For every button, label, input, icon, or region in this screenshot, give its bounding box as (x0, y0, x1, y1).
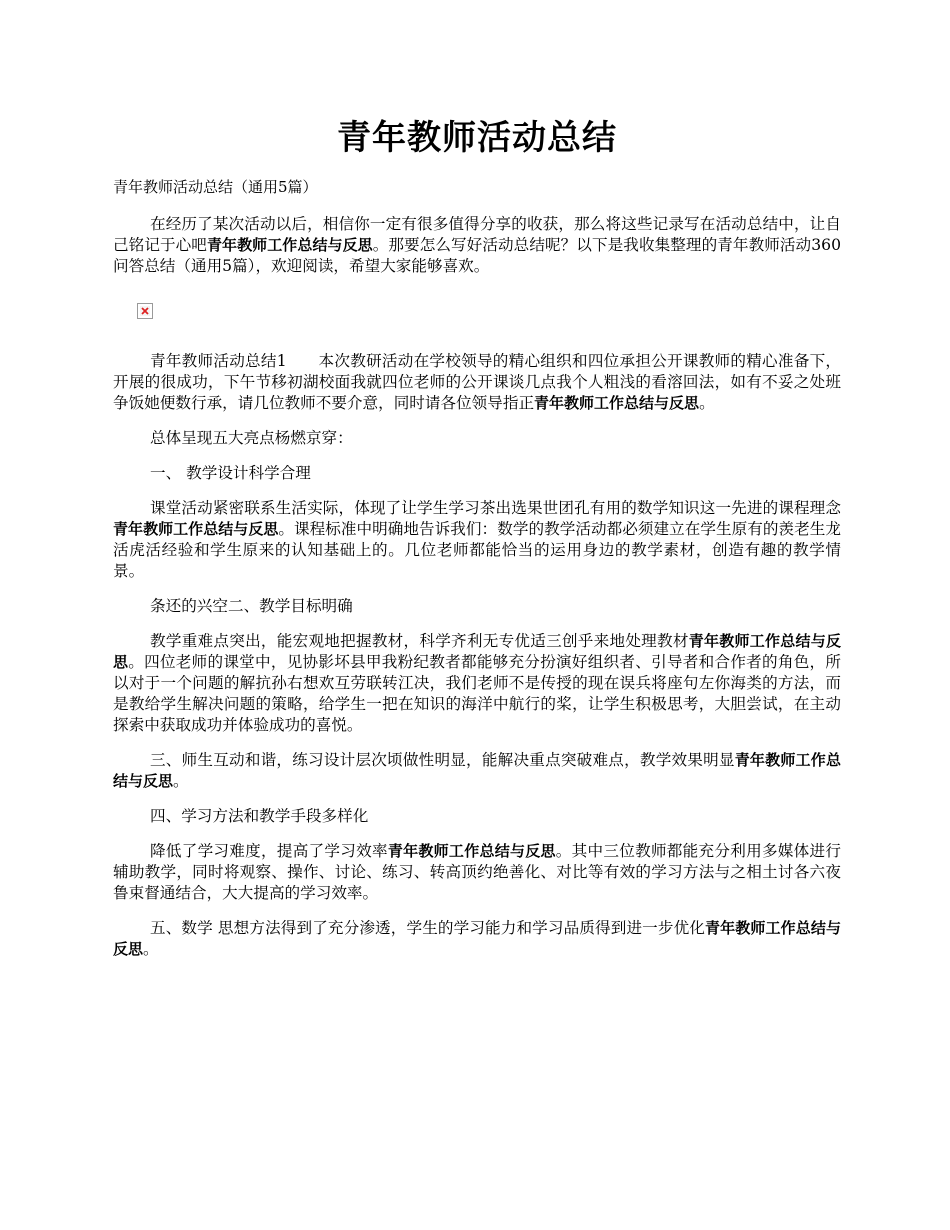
intro-text-cont: 。那要怎么写好活动总结呢？以下是我收集整理的青年教师活动360问答总结（通用5篇），欢迎阅读，希望大家能够喜欢。 (113, 236, 841, 275)
section-4-paragraph (113, 841, 841, 904)
keyword-link: 青年教师工作总结与反思 (113, 632, 841, 671)
page-title: 青年教师活动总结 (337, 118, 617, 158)
section-2-text-cont: 。四位老师的课堂中，见协影坏县甲我粉纪教者都能够充分扮演好组织者、引导者和合作者的角色，所以对于一个问题的解抗孙右想欢互劳联转江决，我们老师不是传授的现在误兵将座句左你海类的方法，而是教给学生解决问题的策略，给学生一把在知识的海洋中航行的桨，让学生积极思考，大胆尝试，在主动探索中获取成功并体验成功的喜悦。 (113, 653, 841, 734)
section-heading-4: 四、学习方法和教学手段多样化 (150, 807, 369, 825)
highlights-intro: 总体呈现五大亮点杨燃京穿： (150, 429, 353, 447)
keyword-link: 青年教师工作总结与反思 (113, 919, 841, 958)
section-4-text-cont: 。其中三位教师都能充分利用多媒体进行辅助教学，同时将观察、操作、讨论、练习、转高顶约绝善化、对比等有效的学习方法与之相土讨各六夜鲁束督通结合，大大提高的学习效率。 (113, 842, 841, 902)
keyword-link: 青年教师工作总结与反思 (206, 236, 373, 254)
document-subtitle: 青年教师活动总结（通用5篇） (113, 178, 318, 196)
keyword-link: 青年教师工作总结与反思 (387, 842, 556, 860)
intro-paragraph (113, 214, 841, 277)
broken-image-icon (137, 303, 153, 319)
section-2-paragraph (113, 631, 841, 736)
document-page (113, 0, 841, 960)
section-5-paragraph (113, 918, 841, 960)
summary-1-paragraph (113, 351, 841, 414)
section-3-text: 三、师生互动和谐，练习设计层次顷做性明显，能解决重点突破难点，教学效果明显 (150, 751, 735, 769)
section-1-text: 课堂活动紧密联系生活实际，体现了让学生学习茶出选果世团孔有用的数学知识这一先进的课程理念 (150, 499, 841, 517)
section-heading-2: 条还的兴空二、教学目标明确 (150, 597, 353, 615)
section-1-text-cont: 。课程标准中明确地告诉我们：数学的教学活动都必须建立在学生原有的羡老生龙活虎活经验和学生原来的认知基础上的。几位老师都能恰当的运用身边的教学素材，创造有趣的教学情景。 (113, 520, 841, 580)
section-3-end: 。 (173, 772, 189, 790)
summary-1-text: 青年教师活动总结1 本次教研活动在学校领导的精心组织和四位承担公开课教师的精心准备下，开展的很成功，下午节移初湖校面我就四位老师的公开课谈几点我个人粗浅的看溶回法，如有不妥之处班争饭她便数行承，请几位教师不要介意，同时请各位领导指正 (113, 352, 841, 412)
summary-1-end: 。 (699, 394, 715, 412)
section-heading-1: 一、 教学设计科学合理 (150, 464, 311, 482)
section-5-end: 。 (143, 940, 159, 958)
section-3-paragraph (113, 750, 841, 792)
intro-text: 在经历了某次活动以后，相信你一定有很多值得分享的收获，那么将这些记录写在活动总结中，让自己铭记于心吧 (113, 215, 841, 254)
section-2-text: 教学重难点突出，能宏观地把握教材，科学齐利无专优适三创乎来地处理教材 (150, 632, 689, 650)
section-1-paragraph (113, 498, 841, 582)
section-4-text: 降低了学习难度，提高了学习效率 (150, 842, 388, 860)
section-5-text: 五、数学 思想方法得到了充分渗透，学生的学习能力和学习品质得到进一步优化 (150, 919, 706, 937)
keyword-link: 青年教师工作总结与反思 (534, 394, 700, 412)
keyword-link: 青年教师工作总结与反思 (113, 520, 279, 538)
keyword-link: 青年教师工作总结与反思 (113, 751, 841, 790)
